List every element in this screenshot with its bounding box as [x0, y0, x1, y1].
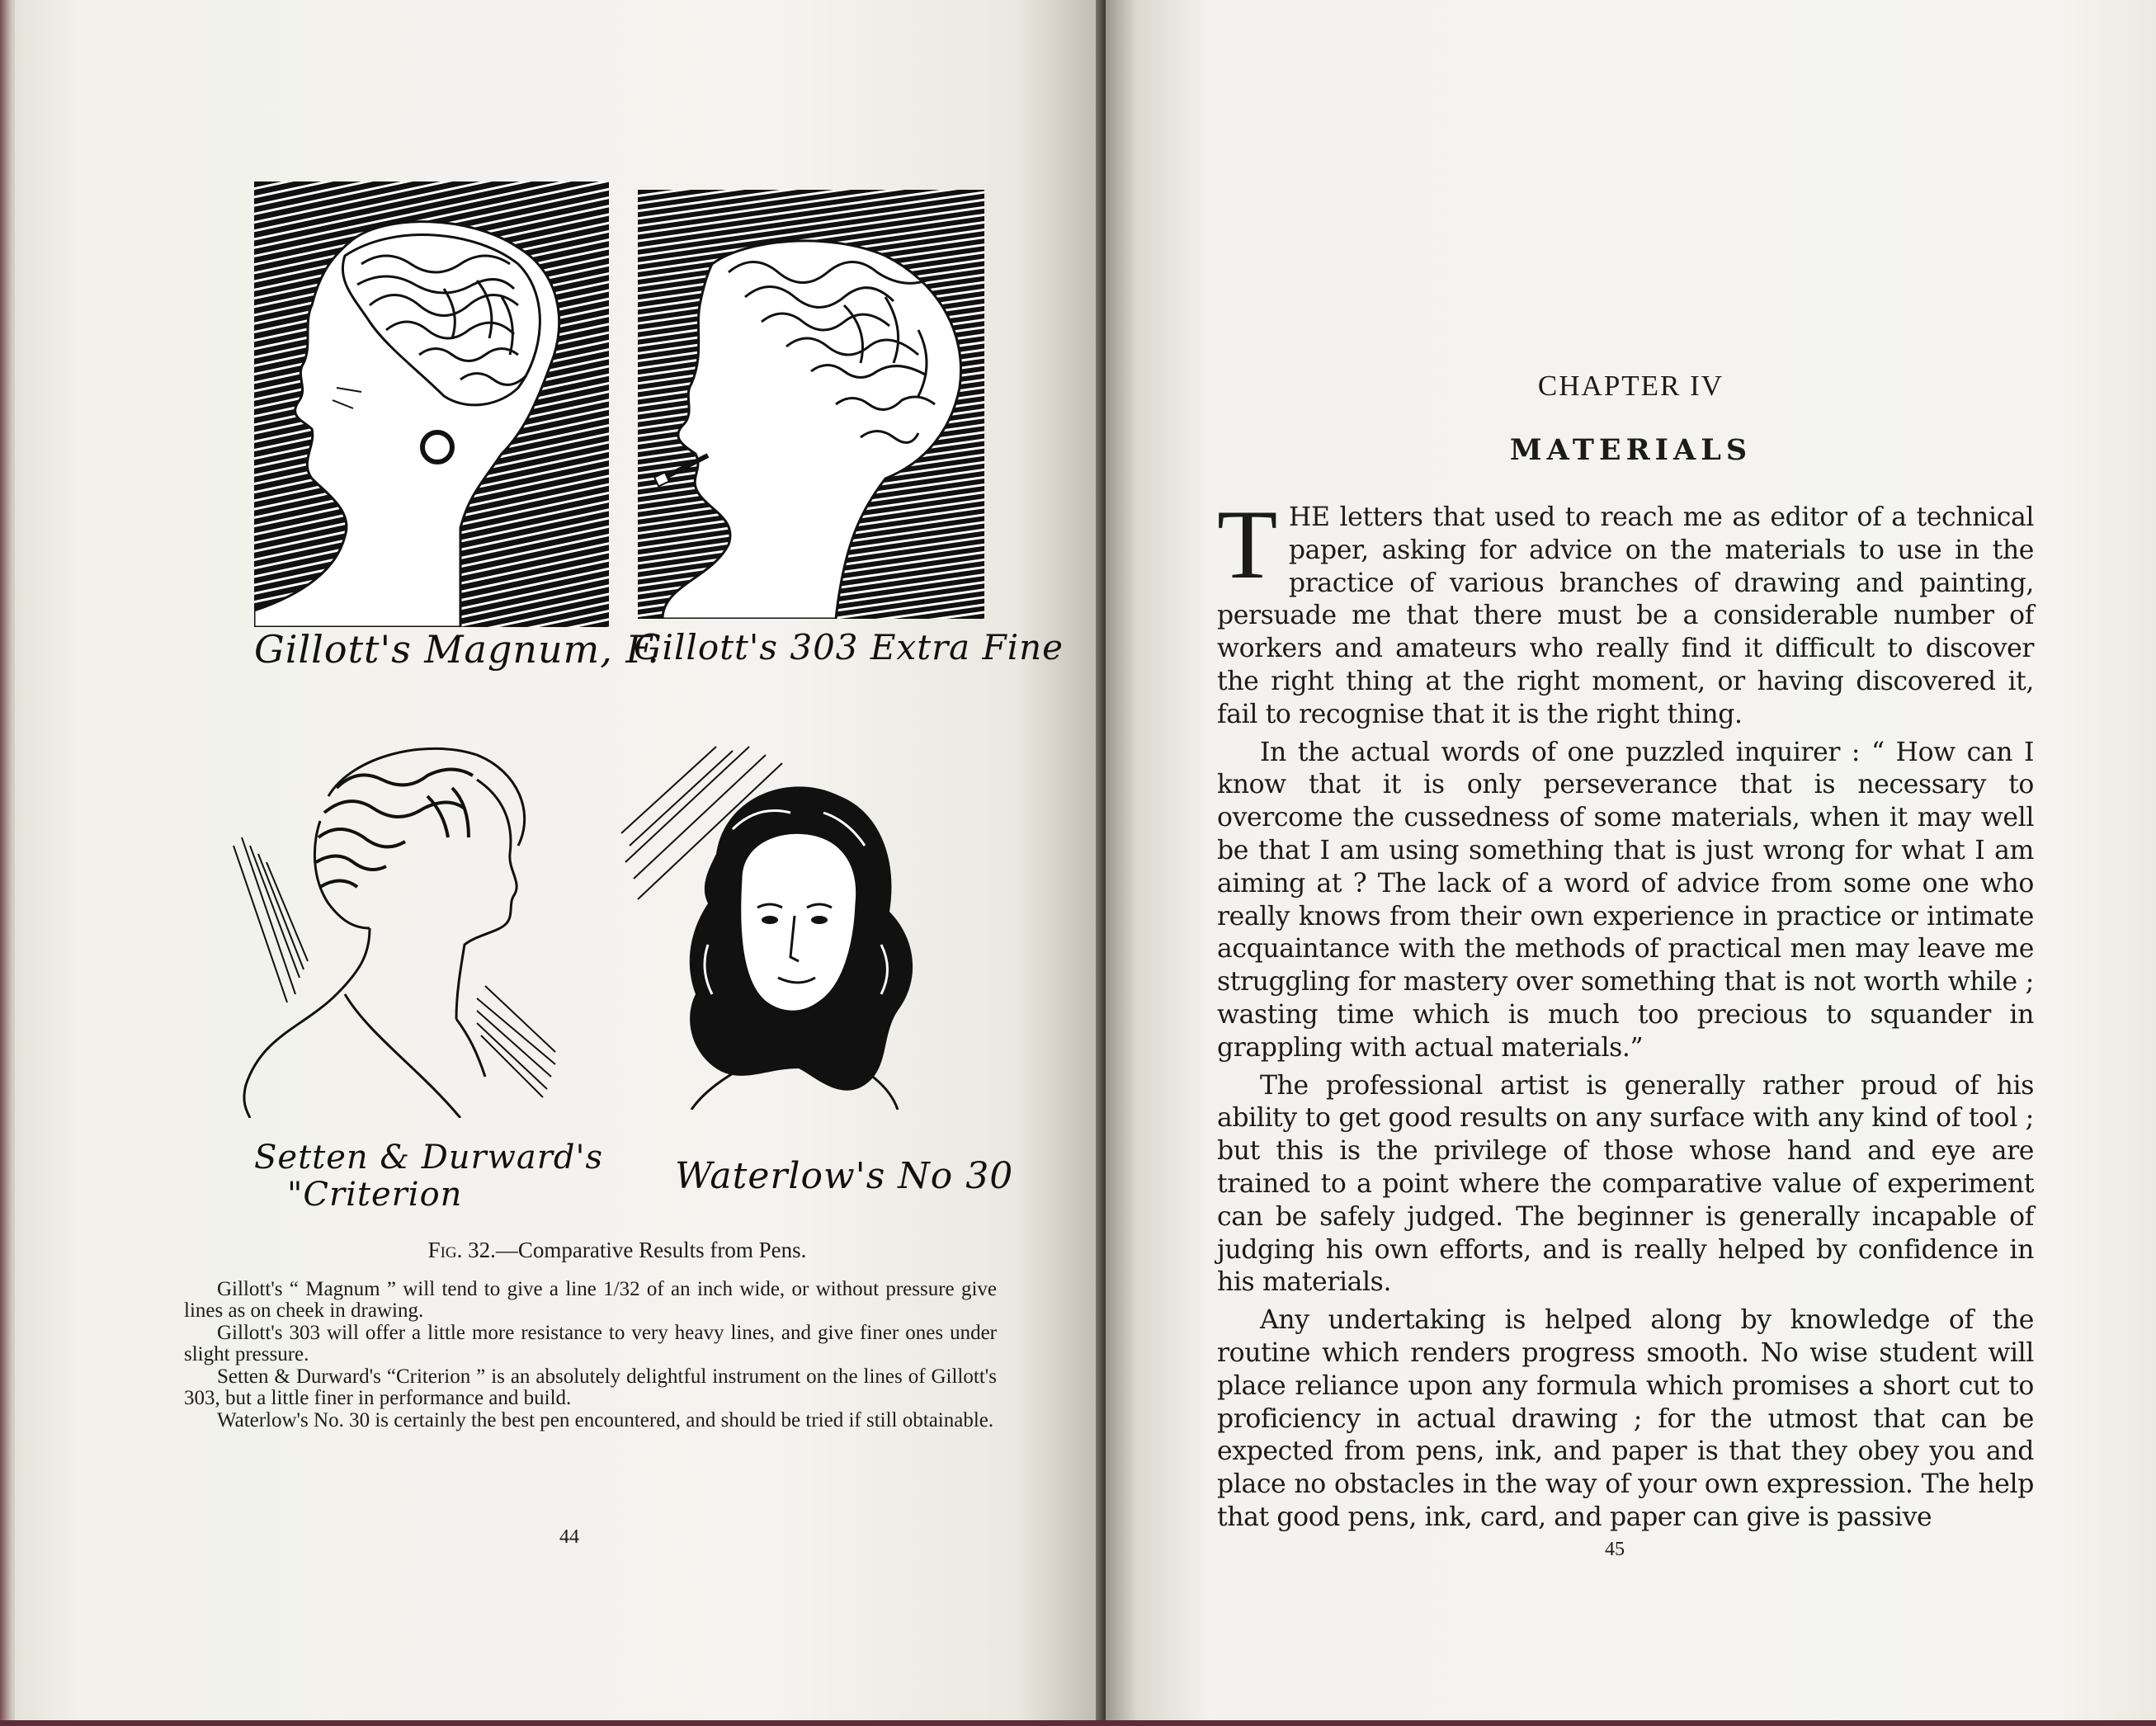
paragraph-3: The professional artist is generally rather proud of his ability to get good results on any surface with any kind of tool ; but this is the privilege of those whose hand and eye are trained to a point where the comparative value of experiment can be safely judged. The beginner is generally incapable of judging his own efforts, and is really helped by confidence in his materials. [1217, 1070, 2034, 1298]
note-magnum: Gillott's “ Magnum ” will tend to give a line 1/32 of an inch wide, or without pressure give lines as on cheek in drawing. [184, 1278, 997, 1322]
chapter-body [1217, 489, 2034, 1540]
chapter-title: MATERIALS [1509, 433, 1753, 467]
left-page [15, 0, 1104, 1720]
label-303-extra-fine: Gillott's 303 Extra Fine [634, 627, 1064, 667]
paragraph-1 [1217, 489, 2034, 732]
panel-waterlow [617, 738, 964, 1110]
label-criterion-line2: "Criterion [287, 1176, 463, 1214]
drop-cap: T [1217, 489, 1277, 599]
criterion-drawing [229, 722, 576, 1118]
note-303: Gillott's 303 will offer a little more resistance to very heavy lines, and give finer ones under slight pressure. [184, 1322, 997, 1365]
page-number-right: 45 [1605, 1539, 1625, 1560]
paragraph-4: Any undertaking is helped along by knowledge of the routine which renders progress smooth. No wise student will place reliance upon any formula which promises a short cut to proficiency in actual drawing ; for the utmost that can be expected from pens, ink, and paper is that they obey you and place no obstacles in the way of your own expression. The help that good pens, ink, card, and paper can give is passive [1217, 1305, 2034, 1532]
figure-caption [287, 1238, 947, 1263]
label-criterion-line1: Setten & Durward's [254, 1139, 603, 1177]
panel-303-extra-fine [638, 190, 984, 619]
magnum-drawing [254, 182, 609, 627]
panel-criterion [229, 722, 576, 1118]
panel-magnum [254, 182, 609, 627]
figure-notes [184, 1279, 997, 1432]
note-criterion: Setten & Durward's “Criterion ” is an absolutely delightful instrument on the lines of Gillott's 303, but a little finer in performance and build. [184, 1365, 997, 1409]
waterlow-drawing [617, 738, 964, 1110]
figure-number: Fig. 32. [427, 1238, 496, 1262]
chapter-number: CHAPTER IV [1537, 370, 1724, 402]
figure-caption-text: —Comparative Results from Pens. [495, 1238, 807, 1262]
label-magnum: Gillott's Magnum, F. [254, 627, 660, 672]
extra-fine-drawing [638, 190, 984, 619]
paragraph-2: In the actual words of one puzzled inquirer : “ How can I know that it is only perseverance that is necessary to overcome the cussedness of some materials, when it may well be that I am using something that is just wrong for what I am aiming at ? The lack of a word of advice from some one who really knows from their own experience in practice or intimate acquaintance with the methods of practical men may leave me struggling for mastery over something that is not worth while ; wasting time which is much too precious to squander in grappling with actual materials.” [1217, 737, 2034, 1063]
page-number-left: 44 [559, 1526, 579, 1548]
paragraph-1-text: HE letters that used to reach me as editor of a technical paper, asking for advice on the materials to use in the practice of various branches of drawing and painting, persuade me that there must be a considerable number of workers and amateurs who really find it difficult to discover the right thing at the right moment, or having discovered it, fail to recognise that it is the right thing. [1217, 502, 2034, 729]
figure-32 [229, 169, 1064, 1217]
right-page [1106, 0, 2156, 1720]
note-waterlow: Waterlow's No. 30 is certainly the best pen encountered, and should be tried if still obtainable. [217, 1409, 994, 1431]
label-waterlow: Waterlow's No 30 [675, 1155, 1014, 1197]
